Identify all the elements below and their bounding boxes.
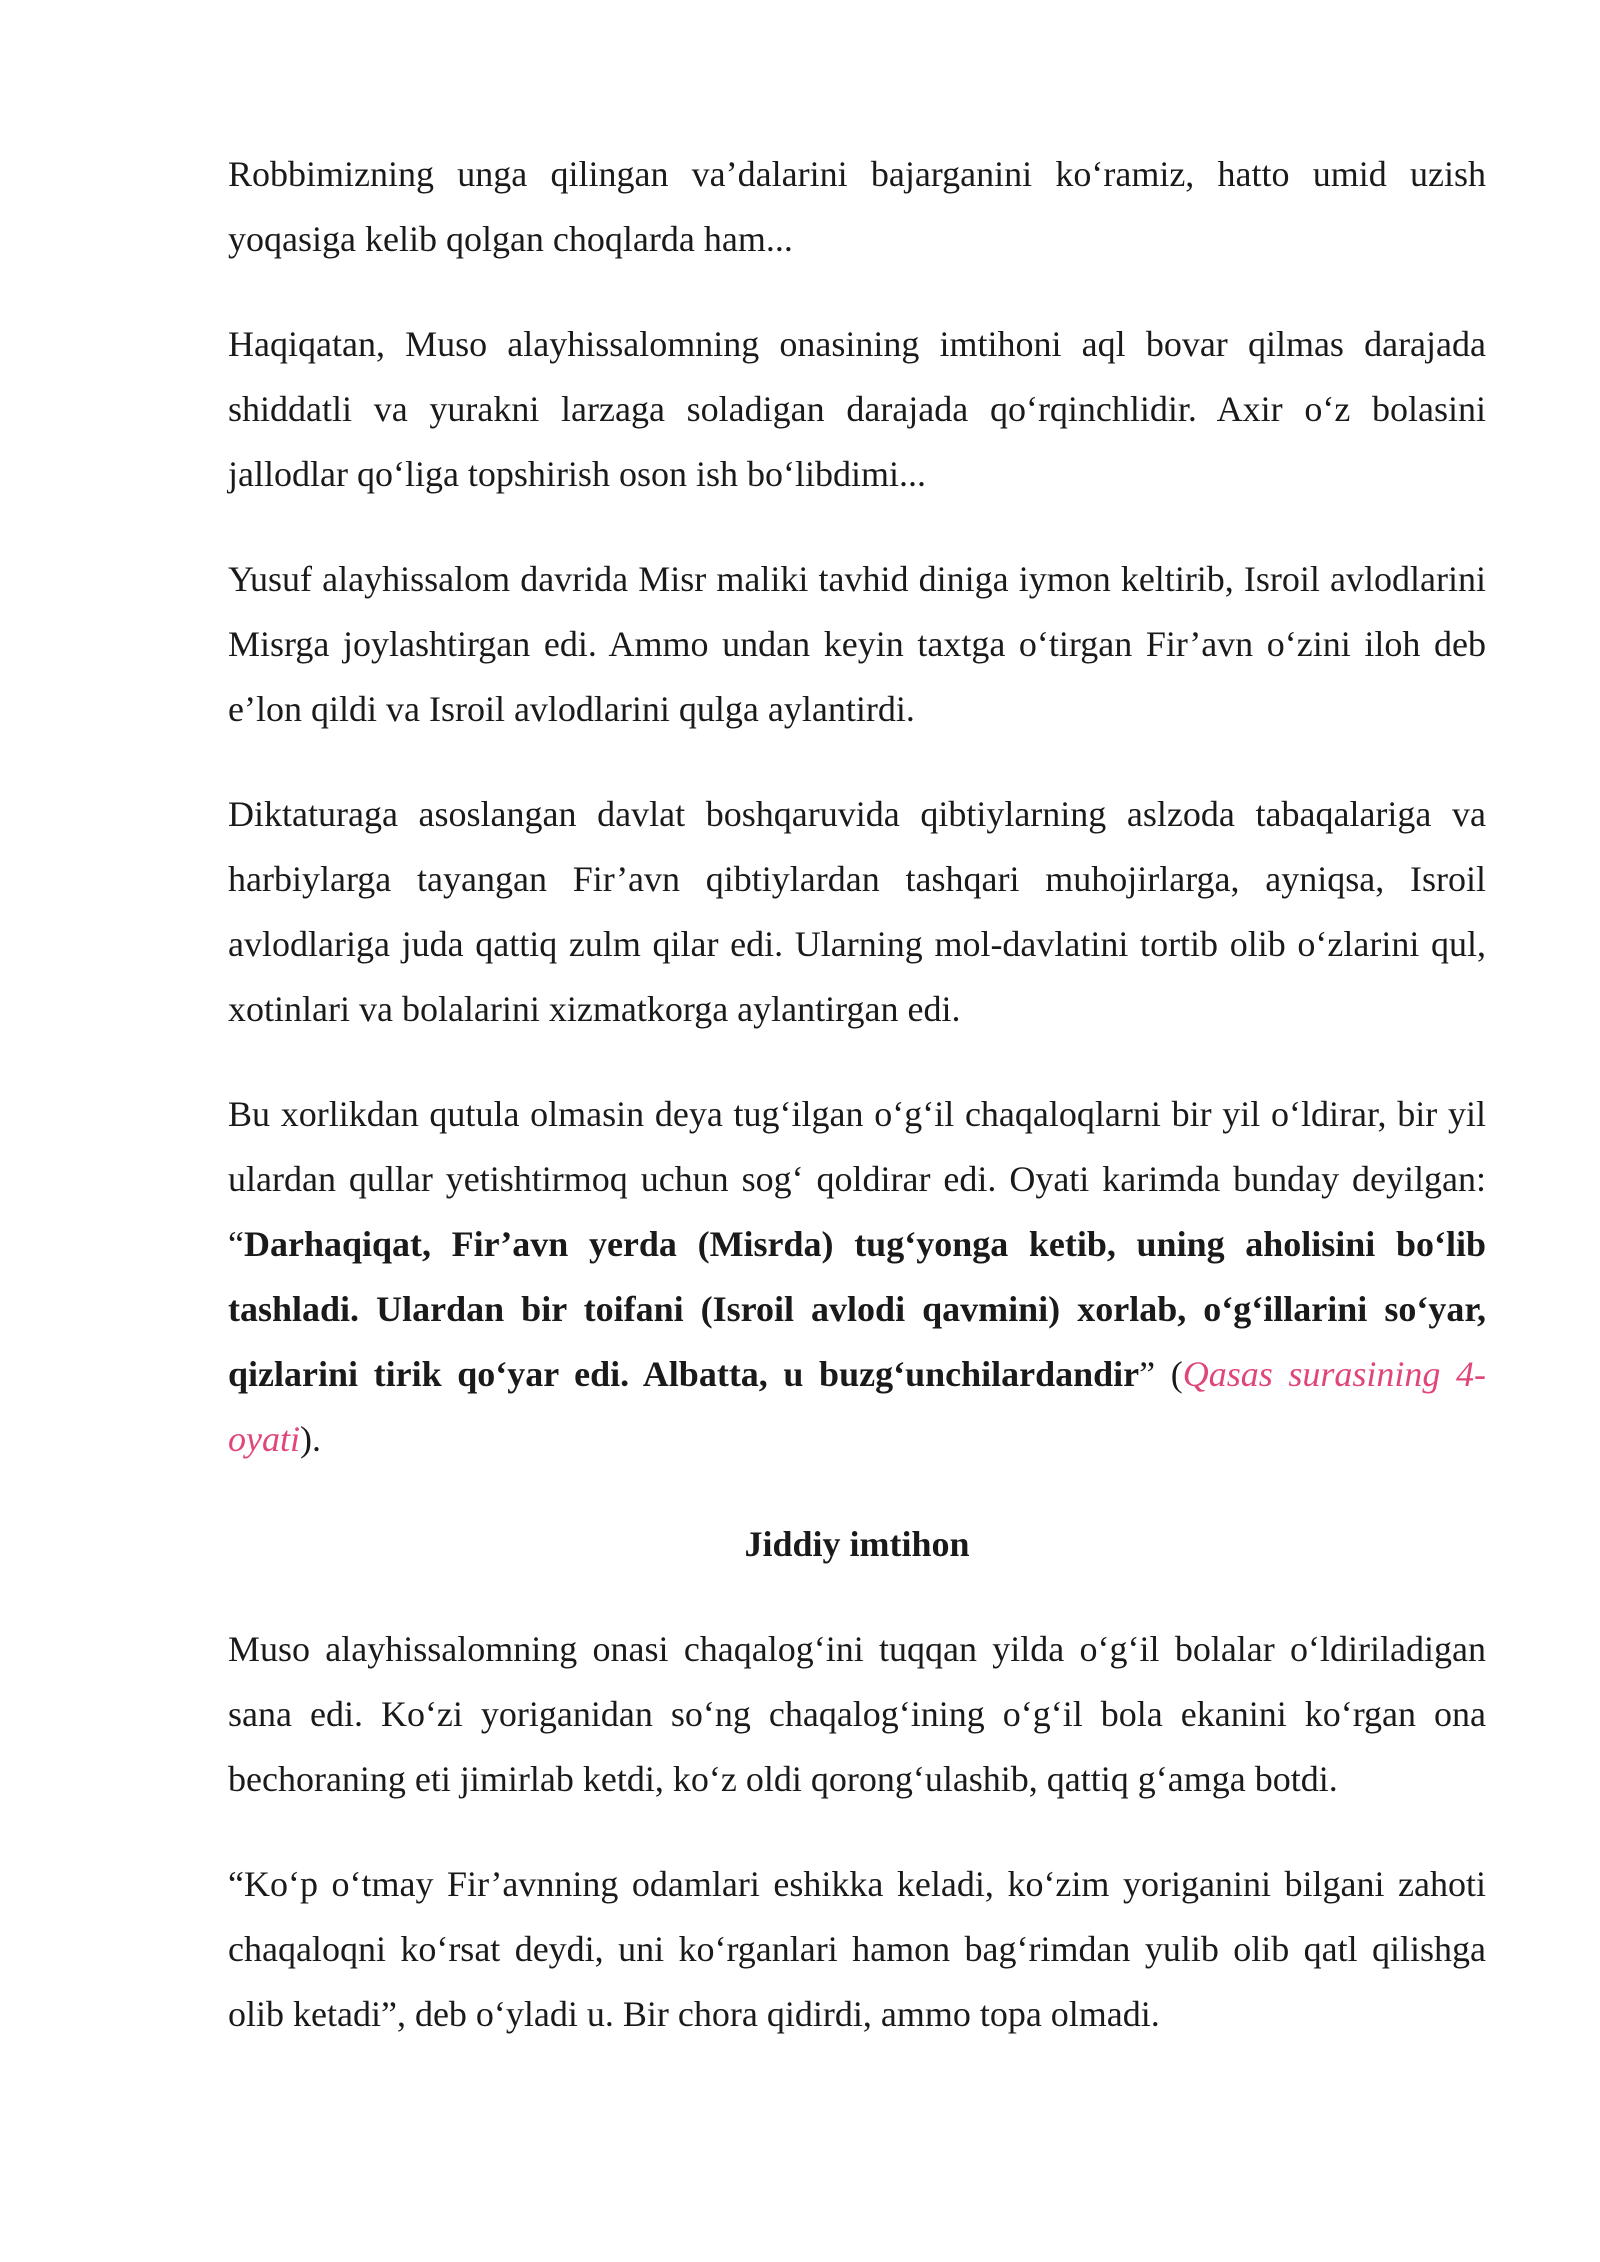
paragraph-3: Yusuf alayhissalom davrida Misr maliki tavhid diniga iymon keltirib, Isroil avlodlarini Misrga joylashtirgan edi. Ammo undan keyin taxtga o‘tirgan Fir’avn o‘zini iloh deb e’lon qildi va Isroil avlodlarini qulga aylantirdi. <box>228 559 1486 729</box>
verse-reference: Qasas surasining 4-oyati <box>228 1354 1487 1459</box>
quran-verse-quote: Darhaqiqat, Fir’avn yerda (Misrda) tug‘yonga ketib, uning aholisini bo‘lib tashladi. Ulardan bir toifani (Isroil avlodi qavmini) xorlab, o‘g‘illarini so‘yar, qizlarini tirik qo‘yar edi. Albatta, u buzg‘unchilardandir <box>228 1224 1486 1394</box>
quote-intro-text: Bu xorlikdan qutula olmasin deya tug‘ilgan o‘g‘il chaqaloqlarni bir yil o‘ldirar, bir yil ulardan qullar yetishtirmoq uchun sog‘ qoldirar edi. Oyati karimda bunday deyilgan: “ <box>228 1094 1486 1264</box>
paragraph-5-quote <box>228 1082 1486 1472</box>
document-body <box>228 142 1486 2087</box>
paragraph-4: Diktaturaga asoslangan davlat boshqaruvida qibtiylarning aslzoda tabaqalariga va harbiylarga tayangan Fir’avn qibtiylardan tashqari muhojirlarga, ayniqsa, Isroil avlodlariga juda qattiq zulm qilar edi. Ularning mol-davlatini tortib olib o‘zlarini qul, xotinlari va bolalarini xizmatkorga aylantirgan edi. <box>228 794 1486 1029</box>
paragraph-7: “Ko‘p o‘tmay Fir’avnning odamlari eshikka keladi, ko‘zim yoriganini bilgani zahoti chaqaloqni ko‘rsat deydi, uni ko‘rganlari hamon bag‘rimdan yulib olib qatl qilishga olib ketadi”, deb o‘yladi u. Bir chora qidirdi, ammo topa olmadi. <box>228 1864 1486 2034</box>
paragraph-2: Haqiqatan, Muso alayhissalomning onasining imtihoni aql bovar qilmas darajada shiddatli va yurakni larzaga soladigan darajada qo‘rqinchlidir. Axir o‘z bolasini jallodlar qo‘liga topshirish oson ish bo‘libdimi... <box>228 324 1486 494</box>
section-heading: Jiddiy imtihon <box>744 1524 970 1564</box>
paragraph-1: Robbimizning unga qilingan va’dalarini bajarganini ko‘ramiz, hatto umid uzish yoqasiga kelib qolgan choqlarda ham... <box>228 154 1486 259</box>
quote-end-text: ). <box>299 1419 321 1459</box>
quote-close-text: ” ( <box>1139 1354 1183 1394</box>
paragraph-6: Muso alayhissalomning onasi chaqalog‘ini tuqqan yilda o‘g‘il bolalar o‘ldiriladigan sana edi. Ko‘zi yoriganidan so‘ng chaqalog‘ining o‘g‘il bola ekanini ko‘rgan ona bechoraning eti jimirlab ketdi, ko‘z oldi qorong‘ulashib, qattiq g‘amga botdi. <box>228 1629 1486 1799</box>
